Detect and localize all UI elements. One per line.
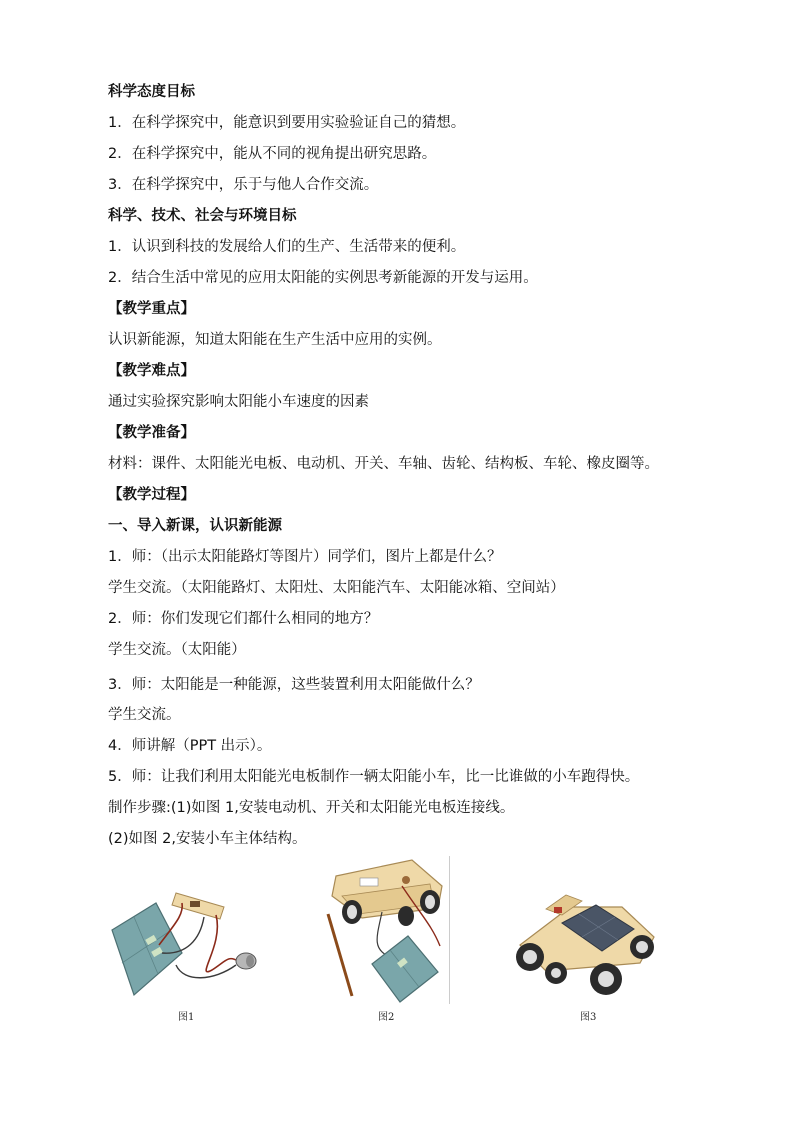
attitude-item-3: 3．在科学探究中，乐于与他人合作交流。 bbox=[108, 177, 379, 193]
figure-2-caption: 图2 bbox=[378, 1012, 395, 1023]
process-line-4: 学生交流。（太阳能） bbox=[108, 642, 246, 658]
attitude-item-1: 1．在科学探究中，能意识到要用实验验证自己的猜想。 bbox=[108, 115, 466, 131]
process-line-7: 4．师讲解（PPT 出示）。 bbox=[108, 738, 272, 754]
heading-key-points: 【教学重点】 bbox=[108, 301, 195, 317]
process-line-9: 制作步骤:(1)如图 1,安装电动机、开关和太阳能光电板连接线。 bbox=[108, 800, 515, 816]
heading-sts-goals: 科学、技术、社会与环境目标 bbox=[108, 208, 297, 224]
process-line-10: (2)如图 2,安装小车主体结构。 bbox=[108, 831, 307, 847]
figure-1-illustration bbox=[104, 885, 274, 1000]
sts-item-1: 1．认识到科技的发展给人们的生产、生活带来的便利。 bbox=[108, 239, 466, 255]
figure-2-illustration bbox=[322, 856, 454, 1006]
figure-divider bbox=[449, 856, 450, 1004]
sts-item-2: 2．结合生活中常见的应用太阳能的实例思考新能源的开发与运用。 bbox=[108, 270, 538, 286]
figure-3-caption: 图3 bbox=[580, 1012, 597, 1023]
figure-1-caption: 图1 bbox=[178, 1012, 195, 1023]
heading-attitude-goals: 科学态度目标 bbox=[108, 84, 195, 100]
figure-3-illustration bbox=[510, 885, 660, 1003]
section-1-title: 一、导入新课，认识新能源 bbox=[108, 518, 282, 534]
process-line-6: 学生交流。 bbox=[108, 707, 181, 723]
key-points-text: 认识新能源，知道太阳能在生产生活中应用的实例。 bbox=[108, 332, 442, 348]
process-line-1: 1．师：（出示太阳能路灯等图片）同学们，图片上都是什么？ bbox=[108, 549, 502, 565]
heading-process: 【教学过程】 bbox=[108, 487, 195, 503]
process-line-2: 学生交流。（太阳能路灯、太阳灶、太阳能汽车、太阳能冰箱、空间站） bbox=[108, 580, 565, 596]
preparation-text: 材料：课件、太阳能光电板、电动机、开关、车轴、齿轮、结构板、车轮、橡皮圈等。 bbox=[108, 456, 659, 472]
heading-difficulty: 【教学难点】 bbox=[108, 363, 195, 379]
process-line-5: 3．师：太阳能是一种能源，这些装置利用太阳能做什么？ bbox=[108, 677, 480, 693]
heading-preparation: 【教学准备】 bbox=[108, 425, 195, 441]
attitude-item-2: 2．在科学探究中，能从不同的视角提出研究思路。 bbox=[108, 146, 437, 162]
process-line-3: 2．师：你们发现它们都什么相同的地方？ bbox=[108, 611, 379, 627]
process-line-8: 5．师：让我们利用太阳能光电板制作一辆太阳能小车，比一比谁做的小车跑得快。 bbox=[108, 769, 640, 785]
difficulty-text: 通过实验探究影响太阳能小车速度的因素 bbox=[108, 394, 369, 410]
